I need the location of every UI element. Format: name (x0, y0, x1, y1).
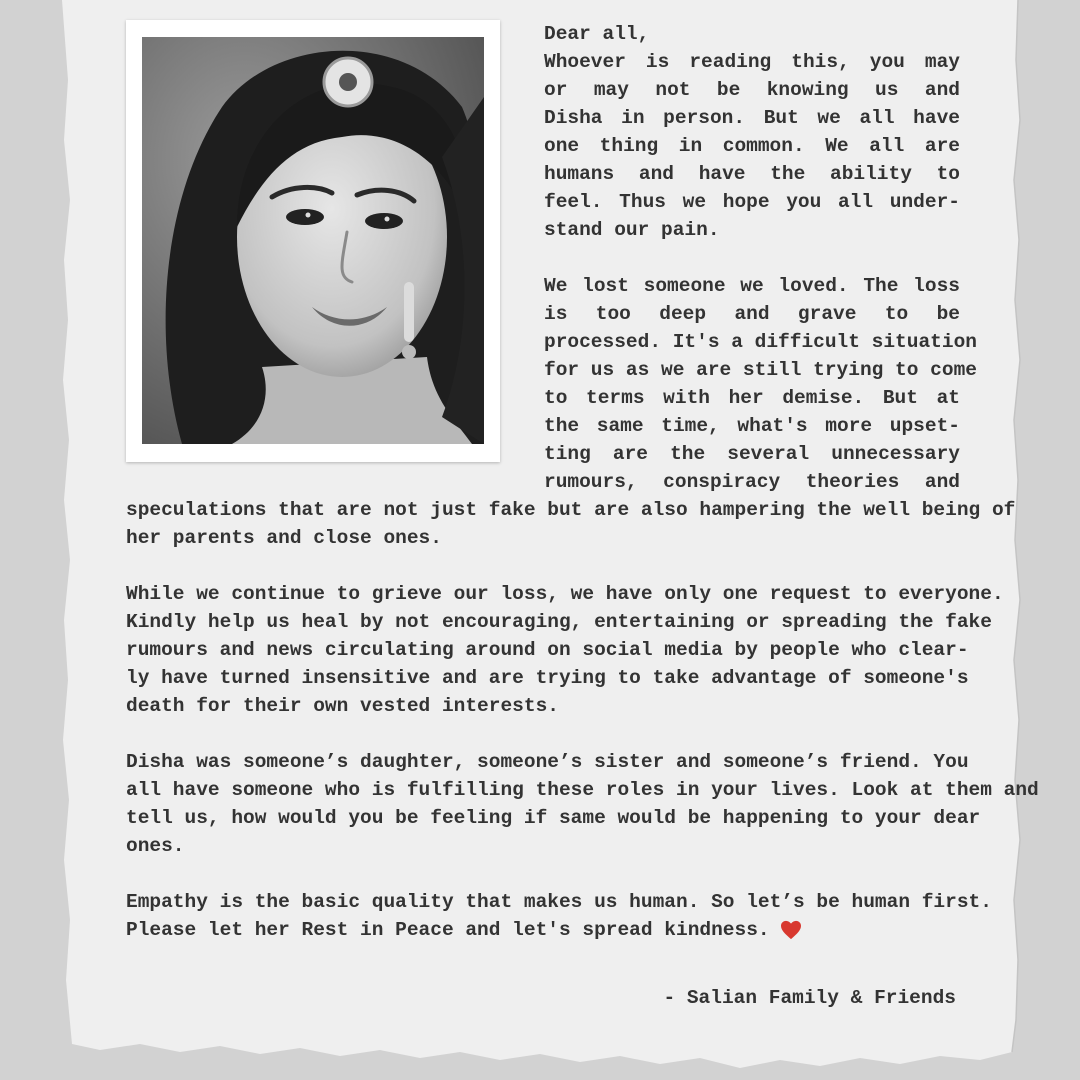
text-line: Whoever is reading this, you may (544, 51, 960, 73)
signature: - Salian Family & Friends (663, 987, 956, 1009)
text-line: her parents and close ones. (126, 527, 442, 549)
text-line: While we continue to grieve our loss, we have only one request to everyone. (126, 583, 1004, 605)
letter-paragraph-4 (126, 748, 1039, 860)
letter-paragraph-5 (126, 888, 992, 944)
text-line: humans and have the ability to (544, 163, 960, 185)
greeting: Dear all, (544, 23, 650, 45)
text-line: Disha in person. But we all have (544, 107, 960, 129)
text-line: ly have turned insensitive and are trying to take advantage of someone's (126, 667, 969, 689)
text-line: tell us, how would you be feeling if same would be happening to your dear (126, 807, 981, 829)
text-line: feel. Thus we hope you all under- (544, 191, 960, 213)
text-line: ones. (126, 835, 185, 857)
text-line (126, 916, 960, 944)
photo-frame (126, 20, 500, 462)
text-line: rumours and news circulating around on social media by people who clear- (126, 639, 969, 661)
letter-paragraph-1 (544, 20, 960, 244)
text-line: is too deep and grave to be (544, 303, 960, 325)
text-line: the same time, what's more upset- (544, 415, 960, 437)
heart-icon (780, 920, 802, 940)
text-line: Disha was someone’s daughter, someone’s sister and someone’s friend. You (126, 751, 969, 773)
text-line: We lost someone we loved. The loss (544, 275, 960, 297)
portrait-photo (142, 37, 484, 444)
letter-paragraph-2-cont (126, 496, 1016, 552)
text-line: or may not be knowing us and (544, 79, 960, 101)
text-line: speculations that are not just fake but are also hampering the well being of (126, 499, 1016, 521)
letter-paragraph-3 (126, 580, 1004, 720)
text-line: to terms with her demise. But at (544, 387, 960, 409)
text-line: rumours, conspiracy theories and (544, 471, 960, 493)
text-line: death for their own vested interests. (126, 695, 559, 717)
closing-text: Please let her Rest in Peace and let's spread kindness. (126, 919, 770, 941)
text-line: Kindly help us heal by not encouraging, entertaining or spreading the fake (126, 611, 992, 633)
text-line: stand our pain. (544, 219, 720, 241)
text-line: for us as we are still trying to come (544, 359, 977, 381)
portrait-illustration (142, 37, 484, 444)
letter-paragraph-2 (544, 272, 977, 496)
text-line: one thing in common. We all are (544, 135, 960, 157)
text-line: Empathy is the basic quality that makes us human. So let’s be human first. (126, 891, 992, 913)
text-line: ting are the several unnecessary (544, 443, 960, 465)
text-line: processed. It's a difficult situation (544, 331, 977, 353)
text-line: all have someone who is fulfilling these roles in your lives. Look at them and (126, 779, 1039, 801)
